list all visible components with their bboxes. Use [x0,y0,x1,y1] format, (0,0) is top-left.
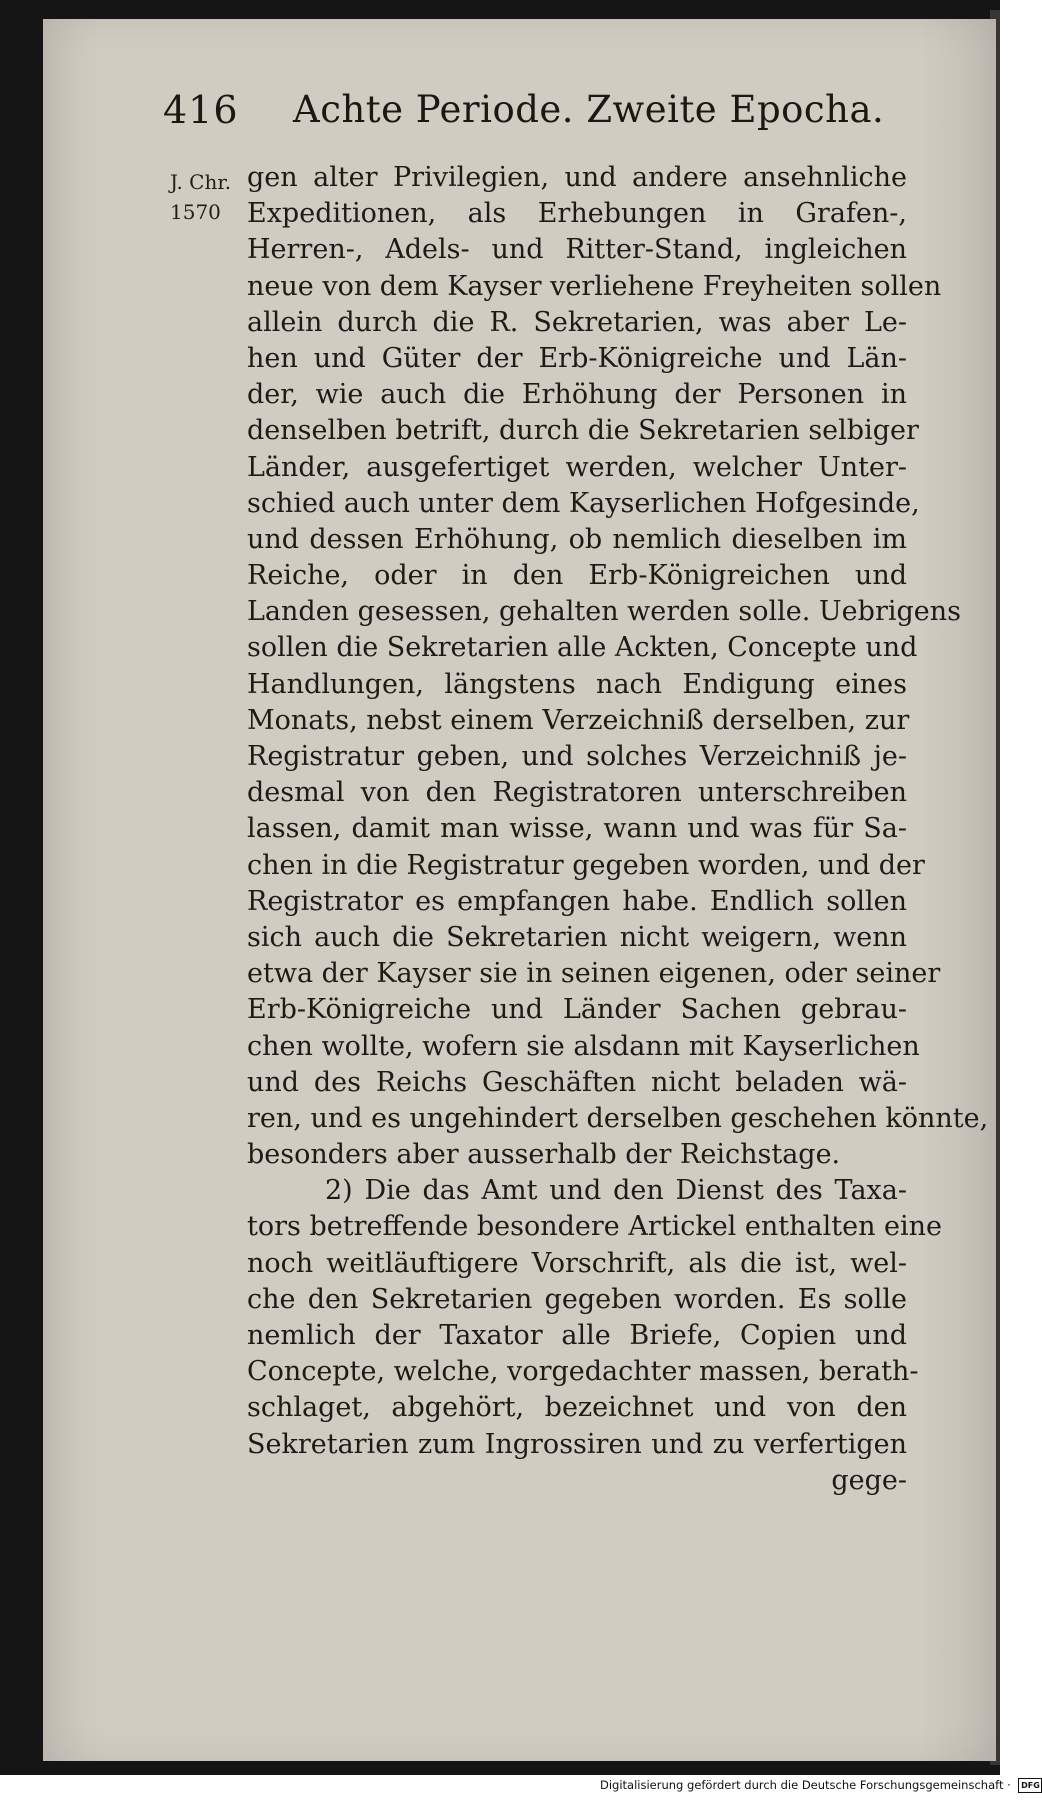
text-line: Monats, nebst einem Verzeichniß derselben, zur [247,704,910,736]
text-line: Handlungen, längstens nach Endigung eines [247,668,907,700]
text-line: desmal von den Registratoren unterschreiben [247,777,907,809]
text-line: und des Reichs Geschäften nicht beladen wä- [247,1066,907,1098]
text-line: schied auch unter dem Kayserlichen Hofgesinde, [247,487,920,519]
text-line: sollen die Sekretarien alle Ackten, Concepte und [247,632,918,664]
text-line: Landen gesessen, gehalten werden solle. Uebrigens [247,596,961,628]
text-line: lassen, damit man wisse, wann und was für Sa- [247,813,907,845]
text-line: gen alter Privilegien, und andere ansehnliche [247,162,907,193]
text-line: sich auch die Sekretarien nicht weigern, wenn [247,921,907,953]
text-line: chen in die Registratur gegeben worden, und der [247,849,925,881]
text-line: hen und Güter der Erb-Königreiche und Län- [247,342,907,374]
text-line: besonders aber ausserhalb der Reichstage. [247,1139,841,1171]
text-line: denselben betrift, durch die Sekretarien selbiger [247,415,919,447]
text-line: che den Sekretarien gegeben worden. Es solle [247,1283,907,1315]
margin-note [170,167,250,227]
text-line: 2) Die das Amt und den Dienst des Taxa- [325,1175,907,1207]
dfg-logo-icon: DFG [1018,1778,1042,1793]
catchword: gege- [831,1464,907,1496]
text-line: schlaget, abgehört, bezeichnet und von den [247,1392,907,1424]
footer-credit [600,1778,1040,1798]
text-line: etwa der Kayser sie in seinen eigenen, oder seiner [247,958,941,990]
text-line: Concepte, welche, vorgedachter massen, berath- [247,1356,919,1388]
text-line: Länder, ausgefertiget werden, welcher Unter- [247,451,907,483]
text-line: Registrator es empfangen habe. Endlich sollen [247,885,907,917]
text-line: noch weitläuftigere Vorschrift, als die ist, wel- [247,1247,907,1279]
page-header [163,88,885,138]
text-line: nemlich der Taxator alle Briefe, Copien und [247,1320,907,1351]
text-line: Erb-Königreiche und Länder Sachen gebrau- [247,994,907,1026]
text-line: chen wollte, wofern sie alsdann mit Kayserlichen [247,1030,920,1062]
text-line: Expeditionen, als Erhebungen in Grafen-, [247,198,907,230]
footer-text: Digitalisierung gefördert durch die Deutsche Forschungsgemeinschaft · [600,1778,1011,1792]
text-line: Sekretarien zum Ingrossiren und zu verfertigen [247,1428,907,1460]
text-line: Reiche, oder in den Erb-Königreichen und [247,560,907,592]
text-line: Registratur geben, und solches Verzeichniß je- [247,741,907,772]
text-line: allein durch die R. Sekretarien, was aber Le- [247,306,907,338]
text-line: tors betreffende besondere Artickel enthalten eine [247,1211,943,1243]
page-number: 416 [163,88,239,132]
margin-note-year: 1570 [170,200,221,224]
text-line: ren, und es ungehindert derselben geschehen könnte, [247,1102,989,1134]
margin-note-era: J. Chr. [170,170,232,194]
running-title: Achte Periode. Zweite Epocha. [293,88,885,131]
text-line: der, wie auch die Erhöhung der Personen in [247,379,907,411]
text-line: neue von dem Kayser verliehene Freyheiten sollen [247,270,942,302]
text-line: und dessen Erhöhung, ob nemlich dieselben im [247,523,907,555]
text-line: Herren-, Adels- und Ritter-Stand, ingleichen [247,234,907,266]
body-text [247,160,989,1499]
